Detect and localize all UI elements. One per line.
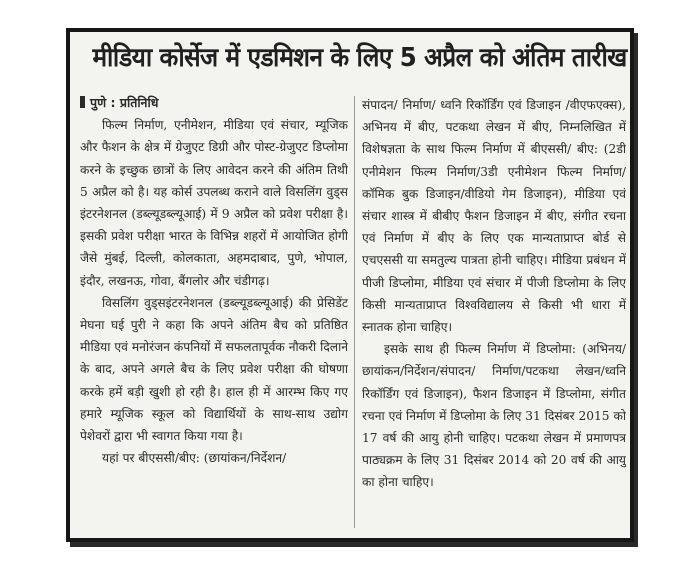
right-column — [362, 94, 626, 532]
headline: मीडिया कोर्सेज में एडमिशन के लिए 5 अप्रैल को अंतिम तारीख — [92, 43, 627, 73]
left-column — [80, 92, 348, 532]
paragraph: संपादन/ निर्माण/ ध्वनि रिकॉर्डिंग एवं डिजाइन /वीएफएक्स), अभिनय में बीए, पटकथा लेखन में बीए, निम्नलिखित में विशेषज्ञता के साथ फिल्म निर्माण में बीएससी/ बीए: (2डी एनीमेशन फिल्म निर्माण/3डी एनीमेशन फिल्म निर्माण/कॉमिक बुक डिजाइन/वीडियो गेम डिजाइन), मीडिया एवं संचार शास्त्र में बीबीए फैशन डिजाइन में बीए, संगीत रचना एवं निर्माण में बीए के लिए एक मान्यताप्राप्त बोर्ड से एचएससी या समतुल्य पात्रता होनी चाहिए। मीडिया प्रबंधन में पीजी डिप्लोमा, मीडिया एवं संचार में पीजी डिप्लोमा के लिए किसी मान्यताप्राप्त विश्वविद्यालय से किसी भी धारा में स्नातक होना चाहिए। — [362, 98, 626, 335]
paragraph: विसलिंग वुड्सइंटरनेशनल (डब्ल्यूडब्ल्यूआई) की प्रेसिडेंट मेघना घई पुरी ने कहा कि अपने अंतिम बैच को प्रतिष्ठित मीडिया एवं मनोरंजन कंपनियों में सफलतापूर्वक नौकरी दिलाने के बाद, अपने अगले बैच के लिए प्रवेश परीक्षा की घोषणा करके हमें बड़ी खुशी हो रही है। हाल ही में आरम्भ किए गए हमारे म्यूजिक स्कूल को विद्यार्थियों के साथ-साथ उद्योग पेशेवरों द्वारा भी स्वागत किया गया है। — [80, 295, 348, 444]
newspaper-clipping — [66, 28, 634, 542]
dateline — [80, 92, 348, 114]
dateline-marker — [80, 96, 85, 108]
dateline-text: पुणे : प्रतिनिधि — [90, 95, 159, 110]
column-divider — [354, 96, 355, 528]
paragraph: इसके साथ ही फिल्म निर्माण में डिप्लोमा: (अभिनय/छायांकन/निर्देशन/संपादन/ निर्माण/पटकथा लेखन/ध्वनि रिकॉर्डिंग एवं डिजाइन), फैशन डिजाइन में डिप्लोमा, संगीत रचना एवं निर्माण में डिप्लोमा के लिए 31 दिसंबर 2015 को 17 वर्ष की आयु होनी चाहिए। पटकथा लेखन में प्रमाणपत्र पाठ्यक्रम के लिए 31 दिसंबर 2014 को 20 वर्ष की आयु का होना चाहिए। — [362, 342, 626, 490]
paragraph: यहां पर बीएससी/बीए: (छायांकन/निर्देशन/ — [102, 451, 287, 466]
paragraph: फिल्म निर्माण, एनीमेशन, मीडिया एवं संचार, म्यूजिक और फैशन के क्षेत्र में ग्रेजुएट डिग्री और पोस्ट-ग्रेजुएट डिप्लोमा करने के इच्छुक छात्रों के लिए आवेदन करने की अंतिम तिथी 5 अप्रैल को है। यह कोर्स उपलब्ध कराने वाले विसलिंग वुड्स इंटरनेशनल (डब्ल्यूडब्ल्यूआई) में 9 अप्रैल को प्रवेश परीक्षा है। इसकी प्रवेश परीक्षा भारत के विभिन्न शहरों में आयोजित होगी जैसे मुंबई, दिल्ली, कोलकाता, अहमदाबाद, पुणे, भोपाल, इंदौर, लखनऊ, गोवा, बैंगलोर और चंडीगढ़। — [80, 118, 348, 288]
